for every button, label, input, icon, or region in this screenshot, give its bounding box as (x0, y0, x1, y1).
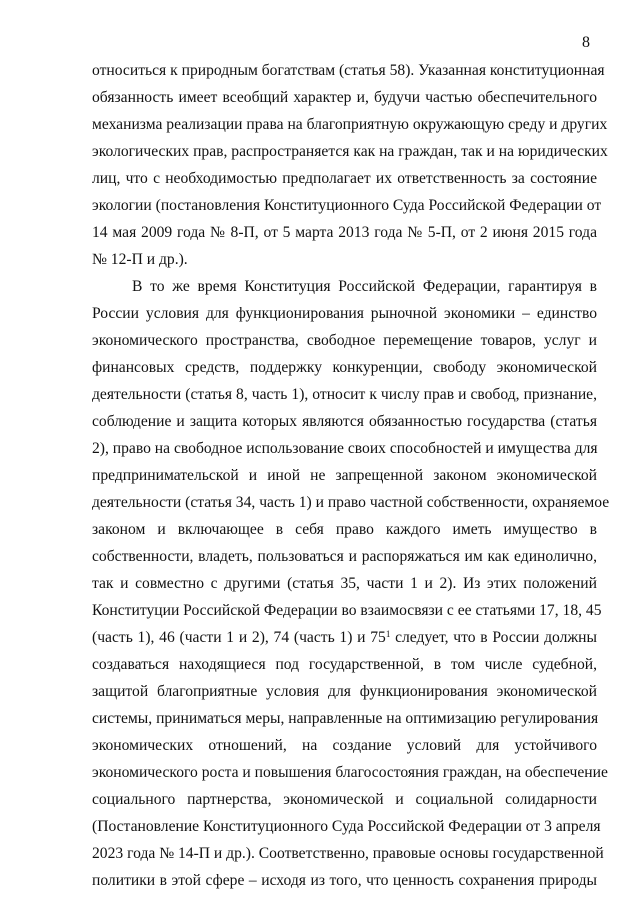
text-line: деятельности (статья 34, часть 1) и право частной собственности, охраняемое (92, 494, 610, 511)
text-line: 2), право на свободное использование своих способностей и имущества для (92, 440, 598, 457)
text-line: защитой благоприятные условия для функционирования экономической (92, 683, 597, 700)
text-line: финансовых средств, поддержку конкуренции, свободу экономической (92, 359, 597, 376)
text-line: деятельности (статья 8, часть 1), относит к числу прав и свобод, признание, (92, 386, 597, 403)
paragraph-first-line: В то же время Конституция Российской Федерации, гарантируя в (132, 278, 597, 295)
text-line: экологических прав, распространяется как на граждан, так и на юридических (92, 143, 608, 160)
text-segment: следует, что в России должны (390, 629, 597, 646)
superscript: 1 (385, 629, 391, 639)
text-line: относиться к природным богатствам (статья 58). Указанная конституционная (92, 62, 605, 79)
text-line: предпринимательской и иной не запрещенной законом экономической (92, 467, 597, 484)
text-line: 2023 года № 14-П и др.). Соответственно, правовые основы государственной (92, 845, 604, 862)
text-line: социального партнерства, экономической и социальной солидарности (92, 791, 597, 808)
text-line: законом и включающее в себя право каждого иметь имущество в (92, 521, 597, 538)
text-line: соблюдение и защита которых являются обязанностью государства (статья (92, 413, 597, 430)
text-line: 14 мая 2009 года № 8-П, от 5 марта 2013 года № 5-П, от 2 июня 2015 года (92, 224, 597, 241)
text-line: (Постановление Конституционного Суда Российской Федерации от 3 апреля (92, 818, 601, 835)
text-line: собственности, владеть, пользоваться и распоряжаться им как единолично, (92, 548, 597, 565)
text-line: экологии (постановления Конституционного Суда Российской Федерации от (92, 197, 602, 214)
text-line: лиц, что с необходимостью предполагает их ответственность за состояние (92, 170, 597, 187)
text-line: системы, приниматься меры, направленные на оптимизацию регулирования (92, 710, 599, 727)
text-line: механизма реализации права на благоприятную окружающую среду и других (92, 116, 608, 133)
text-line: экономического роста и повышения благосостояния граждан, на обеспечение (92, 764, 608, 781)
text-line: экономического пространства, свободное перемещение товаров, услуг и (92, 332, 597, 349)
text-line: так и совместно с другими (статья 35, части 1 и 2). Из этих положений (92, 575, 597, 592)
text-segment: (часть 1), 46 (части 1 и 2), 74 (часть 1) и 75 (92, 629, 386, 646)
text-line: № 12-П и др.). (92, 251, 188, 268)
text-line: обязанность имеет всеобщий характер и, будучи частью обеспечительного (92, 89, 597, 106)
text-line: политики в этой сфере – исходя из того, что ценность сохранения природы (92, 872, 597, 889)
page-number: 8 (582, 34, 590, 51)
text-line-with-superscript (92, 629, 597, 647)
text-line: экономических отношений, на создание условий для устойчивого (92, 737, 597, 754)
text-line: Конституции Российской Федерации во взаимосвязи с ее статьями 17, 18, 45 (92, 602, 602, 619)
text-line: создаваться находящиеся под государственной, в том числе судебной, (92, 656, 597, 673)
text-line: России условия для функционирования рыночной экономики – единство (92, 305, 597, 322)
